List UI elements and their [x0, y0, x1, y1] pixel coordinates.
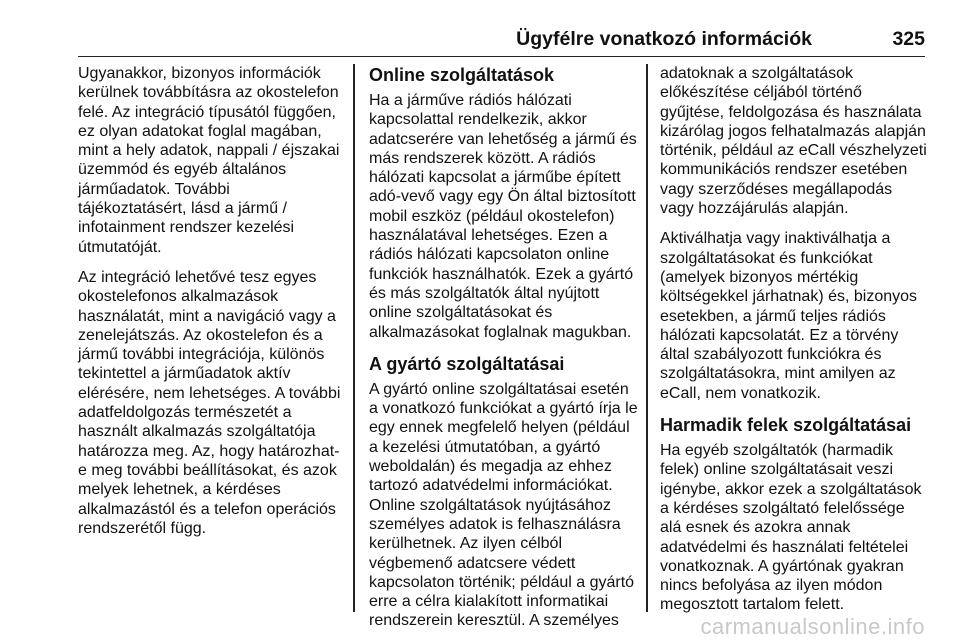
- text-line: más rendszerek között. A rádiós: [369, 149, 596, 167]
- text-line: melyek lehetnek, a kérdéses: [78, 481, 281, 499]
- text-line: Ha egyéb szolgáltatók (harmadik: [660, 442, 894, 460]
- text-line: e meg további beállításokat, és azok: [78, 461, 337, 479]
- page-header: [78, 28, 925, 57]
- text-line: kerülhetnek. Az ilyen célból: [369, 535, 562, 553]
- text-line: jármű további integrációja, különös: [78, 346, 325, 364]
- text-line: online szolgáltatásokat és: [369, 304, 553, 322]
- text-line: Az integráció lehetővé tesz egyes: [78, 268, 317, 286]
- text-line: kapcsolattal rendelkezik, akkor: [369, 111, 587, 129]
- text-line: kerülnek továbbításra az okostelefon: [78, 84, 339, 102]
- paragraph: [660, 64, 930, 218]
- text-line: mint a hely adatok, nappali / éjszakai: [78, 142, 340, 160]
- text-line: végbemenő adatcsere védett: [369, 554, 576, 572]
- text-line: alkalmazásokat foglalnak magukban.: [369, 323, 632, 341]
- text-line: (amelyek bizonyos mértékig: [660, 268, 859, 286]
- text-line: A gyártó online szolgáltatásai esetén: [369, 380, 629, 398]
- text-line: elérésére, nem lehetséges. A további: [78, 384, 341, 402]
- text-line: ez olyan adatokat foglal magában,: [78, 122, 322, 140]
- text-line: rendszerétől függ.: [78, 519, 207, 537]
- text-line: a kérdéses szolgáltató felelőssége: [660, 499, 905, 517]
- text-line: infotainment rendszer kezelési: [78, 219, 295, 237]
- text-line: Ugyanakkor, bizonyos információk: [78, 65, 321, 82]
- text-line: útmutatóját.: [78, 238, 162, 256]
- text-line: vonatkoznak. A gyártónak gyakran: [660, 557, 904, 575]
- text-line: funkciók használhatók. Ezek a gyártó: [369, 265, 634, 283]
- text-line: weboldalán) és megadja az ehhez: [369, 458, 612, 476]
- text-line: használt alkalmazás szolgáltatója: [78, 423, 316, 441]
- text-line: előkészítése céljából történő: [660, 84, 862, 102]
- text-line: alkalmazástól és a telefon operációs: [78, 500, 336, 518]
- text-line: kapcsolaton történik; például a gyártó: [369, 573, 635, 591]
- paragraph: [660, 229, 930, 403]
- text-line: határozza meg. Az, hogy határozhat-: [78, 442, 340, 460]
- text-line: tartozó adatvédelmi információkat.: [369, 477, 613, 495]
- text-line: tájékoztatásért, lásd a jármű /: [78, 200, 287, 218]
- text-line: rádiós hálózati kapcsolaton online: [369, 246, 610, 264]
- paragraph: [78, 64, 348, 257]
- text-column-3: [660, 64, 930, 626]
- text-column-2: [369, 64, 638, 642]
- text-line: felé. Az integráció típusától függően,: [78, 103, 336, 121]
- text-column-1: [78, 64, 348, 549]
- text-line: történik, például az eCall vészhelyzeti: [660, 142, 927, 160]
- paragraph: [660, 441, 930, 615]
- text-line: adatcserére van lehetőség a jármű és: [369, 130, 637, 148]
- text-line: személyes adatok is felhasználásra: [369, 515, 621, 533]
- section-heading-manufacturer-services: A gyártó szolgáltatásai: [369, 353, 565, 374]
- paragraph: [78, 268, 348, 538]
- text-line: esetekben, a jármű teljes rádiós: [660, 307, 886, 325]
- text-line: használatával lehetséges. Ezen a: [369, 227, 608, 245]
- text-line: okostelefonos alkalmazások: [78, 288, 279, 306]
- paragraph: [369, 380, 638, 631]
- text-line: nincs befolyása az ilyen módon: [660, 577, 883, 595]
- text-line: vagy szerződéses megállapodás: [660, 180, 893, 198]
- text-line: járműadatok. További: [78, 180, 230, 198]
- text-line: mobil eszköz (például okostelefon): [369, 207, 615, 225]
- text-line: tekintettel a járműadatok aktív: [78, 365, 291, 383]
- text-line: Online szolgáltatások nyújtásához: [369, 496, 611, 514]
- paragraph: [369, 91, 637, 342]
- text-line: megosztott tartalom felett.: [660, 596, 845, 614]
- text-line: zenelejátszás. Az okostelefon és a: [78, 326, 323, 344]
- text-line: által szabályozott funkciókra és: [660, 346, 882, 364]
- page-number: 325: [892, 28, 925, 50]
- text-line: adatvédelmi és használati feltételei: [660, 538, 909, 556]
- text-line: a vonatkozó funkciókat a gyártó írja le: [369, 400, 638, 418]
- text-line: rendszerein keresztül. A személyes: [369, 612, 619, 630]
- text-line: adatoknak a szolgáltatások: [660, 65, 854, 82]
- text-line: felek) online szolgáltatásait veszi: [660, 461, 894, 479]
- text-line: gyűjtése, feldolgozása és használata: [660, 103, 922, 121]
- watermark: carmanualsonline.info: [700, 614, 925, 639]
- text-line: költségekkel járhatnak) és, bizonyos: [660, 288, 918, 306]
- text-line: Aktiválhatja vagy inaktiválhatja a: [660, 230, 891, 248]
- text-line: vagy hozzájárulás alapján.: [660, 200, 849, 218]
- page-title: Ügyfélre vonatkozó információk: [516, 28, 812, 50]
- text-line: kommunikációs rendszer esetében: [660, 161, 908, 179]
- text-line: adatfeldolgozás természetét a: [78, 404, 292, 422]
- text-line: kizárólag jogos felhatalmazás alapján: [660, 122, 926, 140]
- text-line: eCall, nem vonatkozik.: [660, 384, 821, 402]
- text-line: igénybe, akkor ezek a szolgáltatások: [660, 480, 922, 498]
- text-line: használatát, mint a navigáció vagy a: [78, 307, 336, 325]
- text-line: alá esnek és azokra annak: [660, 519, 851, 537]
- text-line: hálózati kapcsolatát. Ez a törvény: [660, 326, 899, 344]
- column-divider-1: [353, 64, 355, 612]
- text-line: a kezelési útmutatóban, a gyártó: [369, 438, 601, 456]
- section-heading-online-services: Online szolgáltatások: [369, 65, 555, 85]
- text-line: és más szolgáltatók által nyújtott: [369, 284, 600, 302]
- text-line: adó-vevő vagy egy Ön által biztosított: [369, 188, 636, 206]
- text-line: Ha a járműve rádiós hálózati: [369, 92, 572, 109]
- column-divider-2: [646, 64, 648, 612]
- text-line: egy ennek megfelelő helyen (például: [369, 419, 630, 437]
- section-heading-third-party-services: Harmadik felek szolgáltatásai: [660, 415, 912, 436]
- text-line: szolgáltatásokra, mint amilyen az: [660, 365, 896, 383]
- text-line: szolgáltatásokat és funkciókat: [660, 249, 873, 267]
- text-line: üzemmód és egyéb általános: [78, 161, 287, 179]
- text-line: erre a célra kialakított informatikai: [369, 593, 609, 611]
- text-line: hálózati kapcsolat a járműbe épített: [369, 169, 621, 187]
